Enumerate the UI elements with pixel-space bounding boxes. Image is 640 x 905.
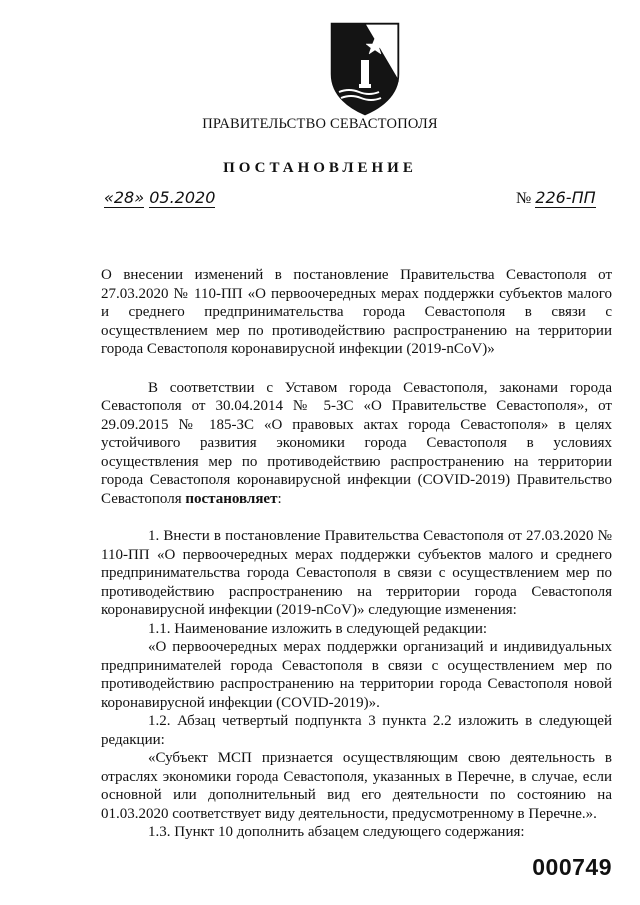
decree-date bbox=[104, 188, 215, 207]
government-name: ПРАВИТЕЛЬСТВО СЕВАСТОПОЛЯ bbox=[202, 116, 438, 132]
document-body bbox=[101, 266, 612, 842]
decree-number bbox=[516, 188, 596, 208]
item-paragraph-1-1-text: «О первоочередных мерах поддержки организаций и индивидуальных предпринимателей города Севастополя в связи с осуществлением мер по противодействию распространению на территории города Севастополя новой коронавирусной инфекции (COVID-2019)». bbox=[101, 639, 612, 711]
preamble-paragraph: В соответствии с Уставом города Севастополя, законами города Севастополя от 30.04.2014 № 5-ЗС «О Правительстве Севастополя», от 29.09.2015 № 185-ЗС «О правовых актах города Севастополя» в целях устойчивого развития экономики города Севастополя в условиях осуществления мер по противодействию распространению на территории города Севастополя коронавирусной инфекции (COVID-2019) Правительство Севастополя постановляет: bbox=[101, 379, 612, 507]
document-type-title: ПОСТАНОВЛЕНИЕ bbox=[223, 160, 417, 176]
page-serial-number: 000749 bbox=[532, 854, 612, 880]
item-paragraph-1-2: 1.2. Абзац четвертый подпункта 3 пункта 2.2 изложить в следующей редакции: bbox=[101, 713, 612, 748]
date-month-year: 05.2020 bbox=[149, 188, 216, 207]
number-value: 226-ПП bbox=[535, 188, 596, 207]
item-paragraph-1: 1. Внести в постановление Правительства Севастополя от 27.03.2020 № 110-ПП «О первоочередных мерах поддержки субъектов малого и среднего предпринимательства города Севастополя в связи с осуществлением мер по противодействию распространению на территории города Севастополя коронавирусной инфекции (2019-nCoV)» следующие изменения: bbox=[101, 528, 612, 618]
sevastopol-coat-of-arms-icon bbox=[329, 20, 401, 116]
item-paragraph-1-3: 1.3. Пункт 10 дополнить абзацем следующего содержания: bbox=[148, 824, 525, 840]
item-paragraph-1-2-text: «Субъект МСП признается осуществляющим свою деятельность в отраслях экономики города Севастополя, указанных в Перечне, в случае, если основной или дополнительный вид его деятельности по состоянию на 01.03.2020 соответствует виду деятельности, предусмотренному в Перечне.». bbox=[101, 750, 612, 822]
date-day: «28» bbox=[104, 188, 145, 207]
document-title-paragraph: О внесении изменений в постановление Правительства Севастополя от 27.03.2020 № 110-ПП «О первоочередных мерах поддержки субъектов малого и среднего предпринимательства города Севастополя в связи с осуществлением мер по противодействию распространению на территории города Севастополя коронавирусной инфекции (2019-nCoV)» bbox=[101, 267, 612, 357]
item-paragraph-1-1: 1.1. Наименование изложить в следующей редакции: bbox=[148, 620, 488, 637]
number-sign: № bbox=[516, 190, 532, 207]
